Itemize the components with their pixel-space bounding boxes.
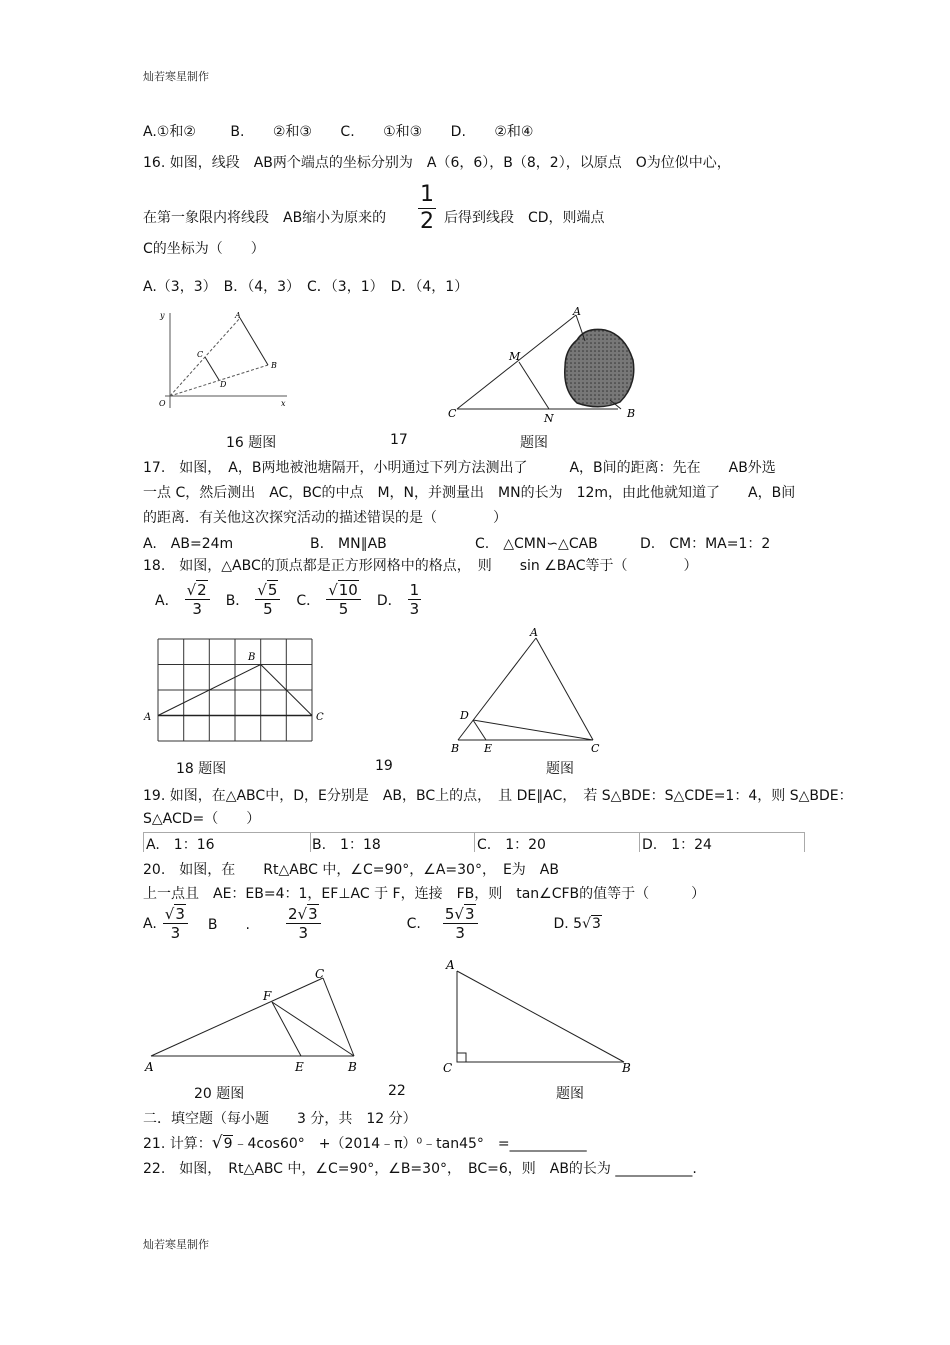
q18-frac-c: $\frac{√10}{5}$ xyxy=(326,581,361,618)
q19-cell-d xyxy=(640,832,805,852)
q19-cell-b xyxy=(310,832,475,852)
q20-b-den: 3 xyxy=(298,924,309,942)
figure-22 xyxy=(440,955,640,1075)
q20-option-b: B . xyxy=(207,916,250,933)
q20-b-radicand: 3 xyxy=(308,905,318,923)
fig18-label-c: C xyxy=(316,712,324,723)
fig16-label-b: B xyxy=(271,361,277,370)
segment-ac xyxy=(151,978,323,1056)
fig16-label-a: A xyxy=(235,311,241,320)
caption-18: 18 题图 xyxy=(176,761,227,777)
section-2-title: 二．填空题（每小题 3 分，共 12 分） xyxy=(143,1111,417,1127)
grid xyxy=(158,639,312,741)
fig19-label-d: D xyxy=(460,709,469,722)
o-to-b-line xyxy=(170,365,268,396)
q20-c-radicand: 3 xyxy=(464,905,475,923)
q18-d-num: 1 xyxy=(409,581,420,599)
fig20-label-c: C xyxy=(315,967,325,981)
q18-line1: 18. 如图，△ABC的顶点都是正方形网格中的格点， 则 sin ∠BAC等于（ ） xyxy=(143,558,698,574)
caption-22-number: 22 xyxy=(388,1083,406,1099)
q15-option-d-text: ②和④ xyxy=(494,124,534,140)
segment-ab xyxy=(458,638,536,740)
q19-cell-a xyxy=(143,832,311,852)
fig20-label-e: E xyxy=(295,1060,304,1074)
q16-line1: 16. 如图，线段 AB两个端点的坐标分别为 A（6，6），B（8，2），以原点 O为位似中心， xyxy=(143,155,731,171)
q20-c-den: 3 xyxy=(455,924,465,942)
segment-ac xyxy=(536,638,593,740)
fig22-label-b: B xyxy=(622,1061,631,1075)
fig20-label-a: A xyxy=(145,1060,154,1074)
q19-option-c: C. 1：20 xyxy=(477,837,546,853)
q16-line2a: 在第一象限内将线段 AB缩小为原来的 xyxy=(143,210,387,226)
q20-b-coef: 2 xyxy=(287,905,298,923)
q20-a-radicand: 3 xyxy=(175,905,185,923)
q19-line1: 19. 如图，在△ABC中，D，E分别是 AB，BC上的点， 且 DE∥AC， 若 S△BDE：S△CDE=1：4，则 S△BDE： xyxy=(143,788,853,804)
q16-fraction xyxy=(418,182,436,236)
q16-line3: C的坐标为（ ） xyxy=(143,241,265,257)
fig16-label-x: x xyxy=(281,399,286,408)
q17-option-c: C. △CMN∽△CAB xyxy=(475,536,598,552)
page-footer: 灿若寒星制作 xyxy=(143,1238,209,1251)
fig22-label-a: A xyxy=(446,958,455,972)
q18-option-b: B． xyxy=(225,592,250,609)
figure-20 xyxy=(143,964,373,1076)
caption-17-text: 题图 xyxy=(520,435,548,451)
caption-17-number: 17 xyxy=(390,432,408,448)
q17-line2: 一点 C，然后测出 AC，BC的中点 M，N，并测量出 MN的长为 12m，由此他就知道了 A，B间 xyxy=(143,485,796,501)
page-header: 灿若寒星制作 xyxy=(143,70,209,83)
q20-option-d: D. 5 xyxy=(553,915,583,932)
fig19-label-c: C xyxy=(591,742,600,755)
segment-ab xyxy=(457,971,624,1062)
q19-option-d: D. 1：24 xyxy=(642,837,712,853)
q15-option-b: B. xyxy=(230,124,245,140)
q19-line2: S△ACD=（ ） xyxy=(143,811,261,827)
q20-option-c: C. xyxy=(406,915,421,932)
figure-16 xyxy=(145,308,295,413)
caption-20: 20 题图 xyxy=(194,1086,245,1102)
q17-option-d: D. CM：MA=1：2 xyxy=(640,536,771,552)
q20-line1: 20. 如图，在 Rt△ABC 中，∠C=90°，∠A=30°， E为 AB xyxy=(143,862,559,878)
segment-ab xyxy=(240,318,268,365)
q18-b-den: 5 xyxy=(263,600,273,618)
q17-option-b: B. MN∥AB xyxy=(310,536,387,552)
q17-line3: 的距离．有关他这次探究活动的描述错误的是（ ） xyxy=(143,510,507,526)
q18-b-radicand: 5 xyxy=(267,581,278,599)
caption-16: 16 题图 xyxy=(226,435,277,451)
q20-a-den: 3 xyxy=(170,924,181,942)
q19-option-a: A. 1：16 xyxy=(146,837,215,853)
fig19-label-e: E xyxy=(484,742,493,755)
q21-radicand: 9 xyxy=(223,1136,233,1152)
q18-frac-a: $\frac{√2}{3}$ xyxy=(185,581,210,618)
q15-option-d: D. xyxy=(450,124,466,140)
q15-options xyxy=(143,121,533,141)
segment-fb xyxy=(272,1002,354,1056)
segment-fe xyxy=(272,1002,301,1056)
fig17-label-m: M xyxy=(509,350,521,363)
q18-frac-d xyxy=(408,581,422,618)
q15-option-c-text: ①和③ xyxy=(383,124,423,140)
segment-mn xyxy=(519,362,549,409)
fig19-label-a: A xyxy=(530,626,538,639)
fig16-label-o: O xyxy=(159,399,166,408)
q17-line1: 17. 如图， A，B两地被池塘隔开，小明通过下列方法测出了 A，B间的距离：先在 AB外选 xyxy=(143,460,776,476)
caption-19-number: 19 xyxy=(375,758,393,774)
q18-option-a: A． xyxy=(155,592,179,609)
q22: 22. 如图， Rt△ABC 中，∠C=90°，∠B=30°， BC=6，则 AB的长为 ___________. xyxy=(143,1161,697,1177)
segment-cb xyxy=(323,978,354,1056)
q20-frac-b: $\frac{2√3}{3}$ xyxy=(286,905,321,942)
q15-option-c: C. xyxy=(340,124,355,140)
q18-a-den: 3 xyxy=(192,600,202,618)
fig20-label-b: B xyxy=(348,1060,357,1074)
q19-cell-c xyxy=(475,832,640,852)
segment-cd xyxy=(205,357,219,380)
q20-frac-a: $\frac{√3}{3}$ xyxy=(163,905,188,942)
q16-line2b: 后得到线段 CD，则端点 xyxy=(444,210,605,226)
segment-dc xyxy=(473,720,593,740)
q18-option-c: C． xyxy=(296,592,321,609)
q21: 21. 计算：√9﹣4cos60° +（2014﹣π）⁰﹣tan45° =___________ xyxy=(143,1133,587,1153)
fig17-label-n: N xyxy=(544,412,554,425)
fig17-label-b: B xyxy=(627,407,636,420)
fig19-label-b: B xyxy=(451,742,460,755)
fig17-label-c: C xyxy=(448,407,457,420)
fig17-label-a: A xyxy=(573,305,581,318)
fig16-label-y: y xyxy=(160,311,165,320)
right-angle-mark xyxy=(457,1053,466,1062)
q15-option-b-text: ②和③ xyxy=(272,124,312,140)
q16-frac-den: 2 xyxy=(420,209,434,235)
fig16-label-c: C xyxy=(197,350,204,359)
q18-c-radicand: 10 xyxy=(338,581,358,599)
caption-19-text: 题图 xyxy=(546,761,574,777)
q21-prefix: 21. 计算： xyxy=(143,1136,212,1152)
figure-18 xyxy=(142,635,332,745)
q21-rest: ﹣4cos60° +（2014﹣π）⁰﹣tan45° =___________ xyxy=(233,1136,587,1152)
q18-a-radicand: 2 xyxy=(197,581,207,599)
q20-option-a: A. xyxy=(143,915,157,932)
q18-options xyxy=(155,581,421,618)
q18-frac-b: $\frac{√5}{5}$ xyxy=(255,581,280,618)
fig18-label-a: A xyxy=(144,712,152,723)
q18-c-den: 5 xyxy=(338,600,349,618)
q20-c-coef: 5 xyxy=(444,905,455,923)
q20-line2: 上一点且 AE：EB=4：1，EF⊥AC 于 F，连接 FB，则 tan∠CFB的值等于（ ） xyxy=(143,886,706,902)
q20-options: A. $\frac{√3}{3}$ B . $\frac{2√3}{3}$ C. $\frac{5√3}{3}$ D. 5 √3 xyxy=(143,905,601,942)
fig18-label-b: B xyxy=(248,652,256,663)
q17-option-a: A. AB=24m xyxy=(143,536,234,552)
q20-d-radicand: 3 xyxy=(592,915,601,932)
caption-22-text: 题图 xyxy=(556,1086,584,1102)
q15-option-a: A.①和② xyxy=(143,124,196,140)
fig22-label-c: C xyxy=(443,1061,453,1075)
figure-19 xyxy=(446,625,611,755)
q16-frac-num: 1 xyxy=(418,182,436,209)
q18-d-den: 3 xyxy=(409,600,420,618)
q16-options: A.（3，3） B．（4，3） C．（3，1） D．（4，1） xyxy=(143,279,469,295)
fig16-label-d: D xyxy=(220,380,227,389)
fig20-label-f: F xyxy=(263,989,272,1003)
segment-de xyxy=(473,720,486,740)
q19-option-b: B. 1：18 xyxy=(312,837,381,853)
q20-frac-c: $\frac{5√3}{3}$ xyxy=(443,905,478,942)
q18-option-d: D． xyxy=(376,592,402,609)
figure-17 xyxy=(445,305,645,425)
pond-shape xyxy=(565,329,634,406)
